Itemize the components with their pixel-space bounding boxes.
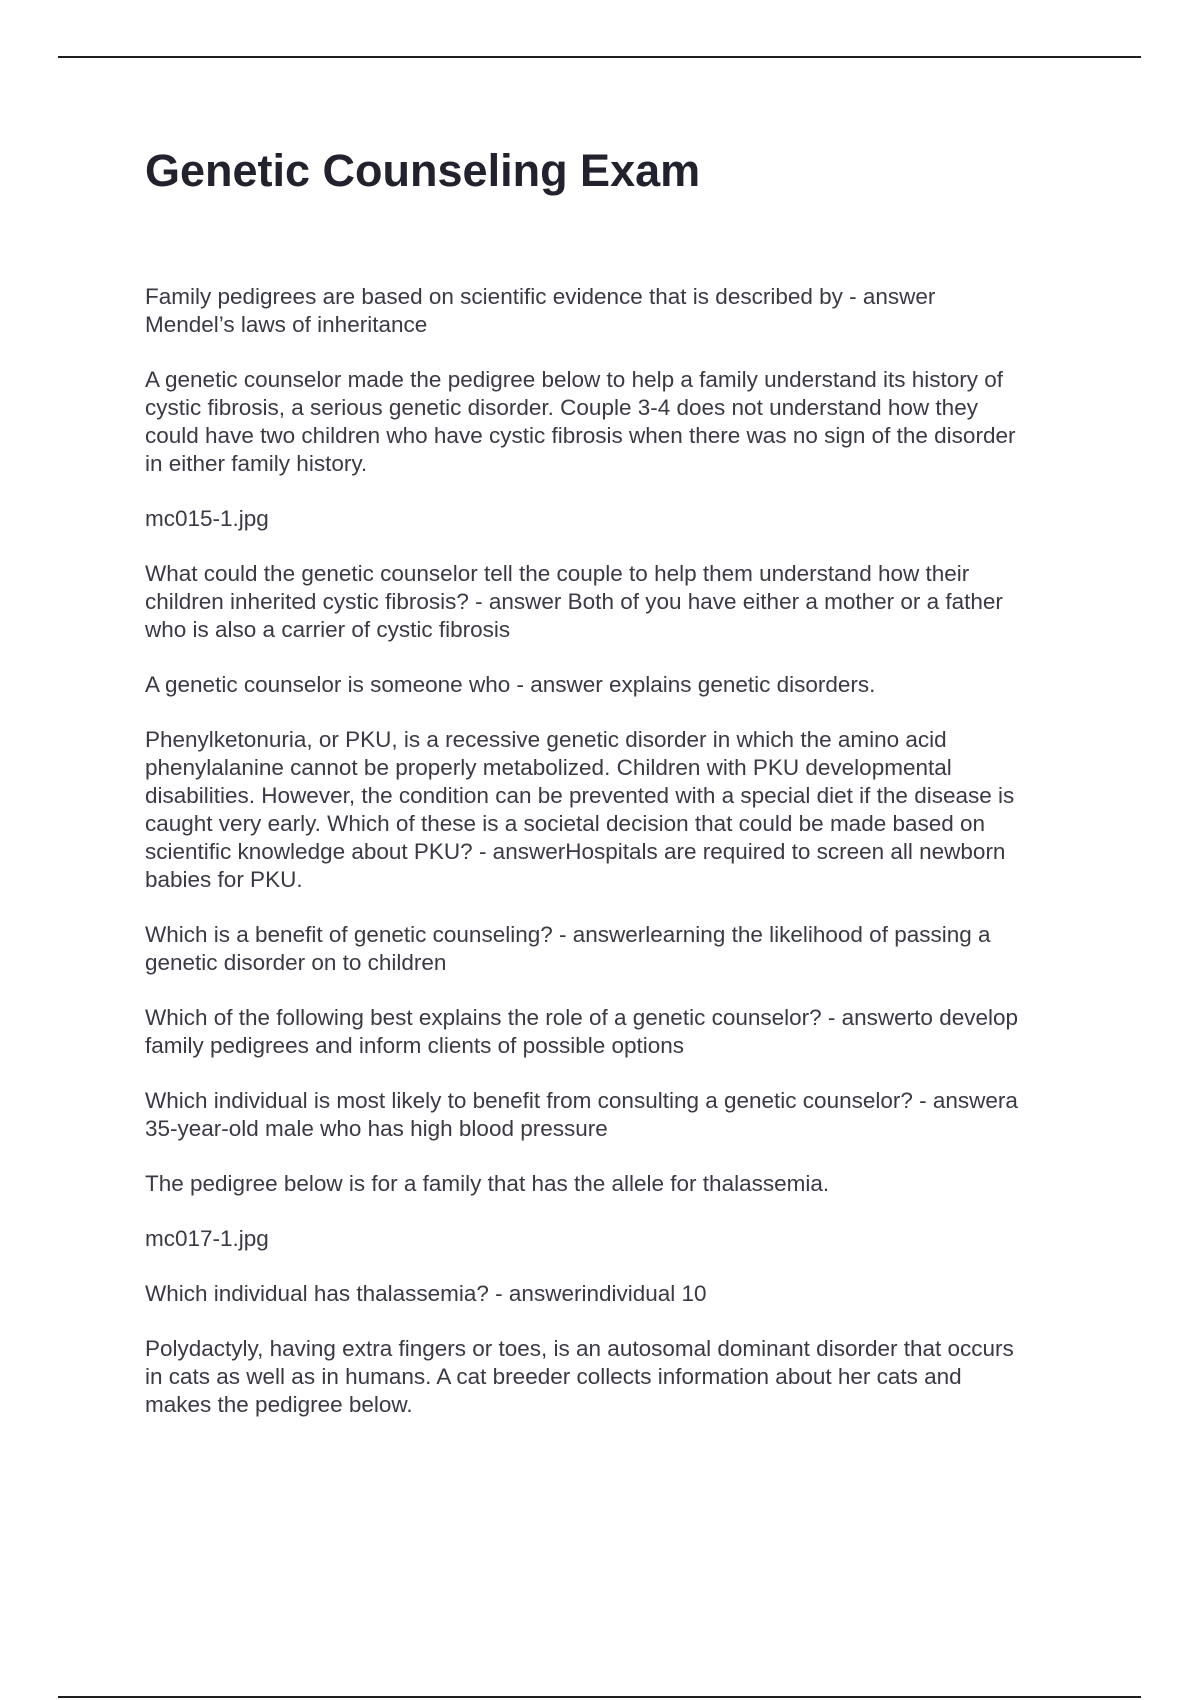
page-title: Genetic Counseling Exam [145, 145, 701, 196]
paragraph-pedigree-evidence: Family pedigrees are based on scientific evidence that is described by - answer Mendel’s laws of inheritance [145, 284, 936, 337]
paragraph-cystic-fibrosis-scenario: A genetic counselor made the pedigree below to help a family understand its history of cystic fibrosis, a serious genetic disorder. Couple 3-4 does not understand how they could have two children who have cystic fibrosis when there was no sign of the disorder in either family history. [145, 367, 1016, 476]
image-reference-mc015: mc015-1.jpg [145, 506, 269, 531]
image-reference-mc017: mc017-1.jpg [145, 1226, 269, 1251]
paragraph-cystic-fibrosis-question: What could the genetic counselor tell the couple to help them understand how their children inherited cystic fibrosis? - answer Both of you have either a mother or a father who is also a carrier of cystic fibrosis [145, 561, 1003, 642]
paragraph-counselor-role: Which of the following best explains the role of a genetic counselor? - answerto develop family pedigrees and inform clients of possible options [145, 1005, 1019, 1058]
paragraph-most-likely-benefit: Which individual is most likely to benefit from consulting a genetic counselor? - answera 35-year-old male who has high blood pressure [145, 1088, 1018, 1141]
paragraph-pku-question: Phenylketonuria, or PKU, is a recessive genetic disorder in which the amino acid phenylalanine cannot be properly metabolized. Children with PKU developmental disabilities. However, the condition can be prevented with a special diet if the disease is caught very early. Which of these is a societal decision that could be made based on scientific knowledge about PKU? - answerHospitals are required to screen all newborn babies for PKU. [145, 727, 1015, 892]
paragraph-counselor-definition: A genetic counselor is someone who - answer explains genetic disorders. [145, 672, 876, 697]
paragraph-counseling-benefit: Which is a benefit of genetic counseling? - answerlearning the likelihood of passing a genetic disorder on to children [145, 922, 991, 975]
paragraph-thalassemia-question: Which individual has thalassemia? - answerindividual 10 [145, 1281, 707, 1306]
paragraph-thalassemia-pedigree: The pedigree below is for a family that has the allele for thalassemia. [145, 1171, 830, 1196]
top-divider [58, 56, 1141, 58]
document-body [145, 283, 1090, 1446]
bottom-divider [58, 1696, 1141, 1698]
paragraph-polydactyly: Polydactyly, having extra fingers or toes, is an autosomal dominant disorder that occurs in cats as well as in humans. A cat breeder collects information about her cats and makes the pedigree below. [145, 1336, 1014, 1417]
